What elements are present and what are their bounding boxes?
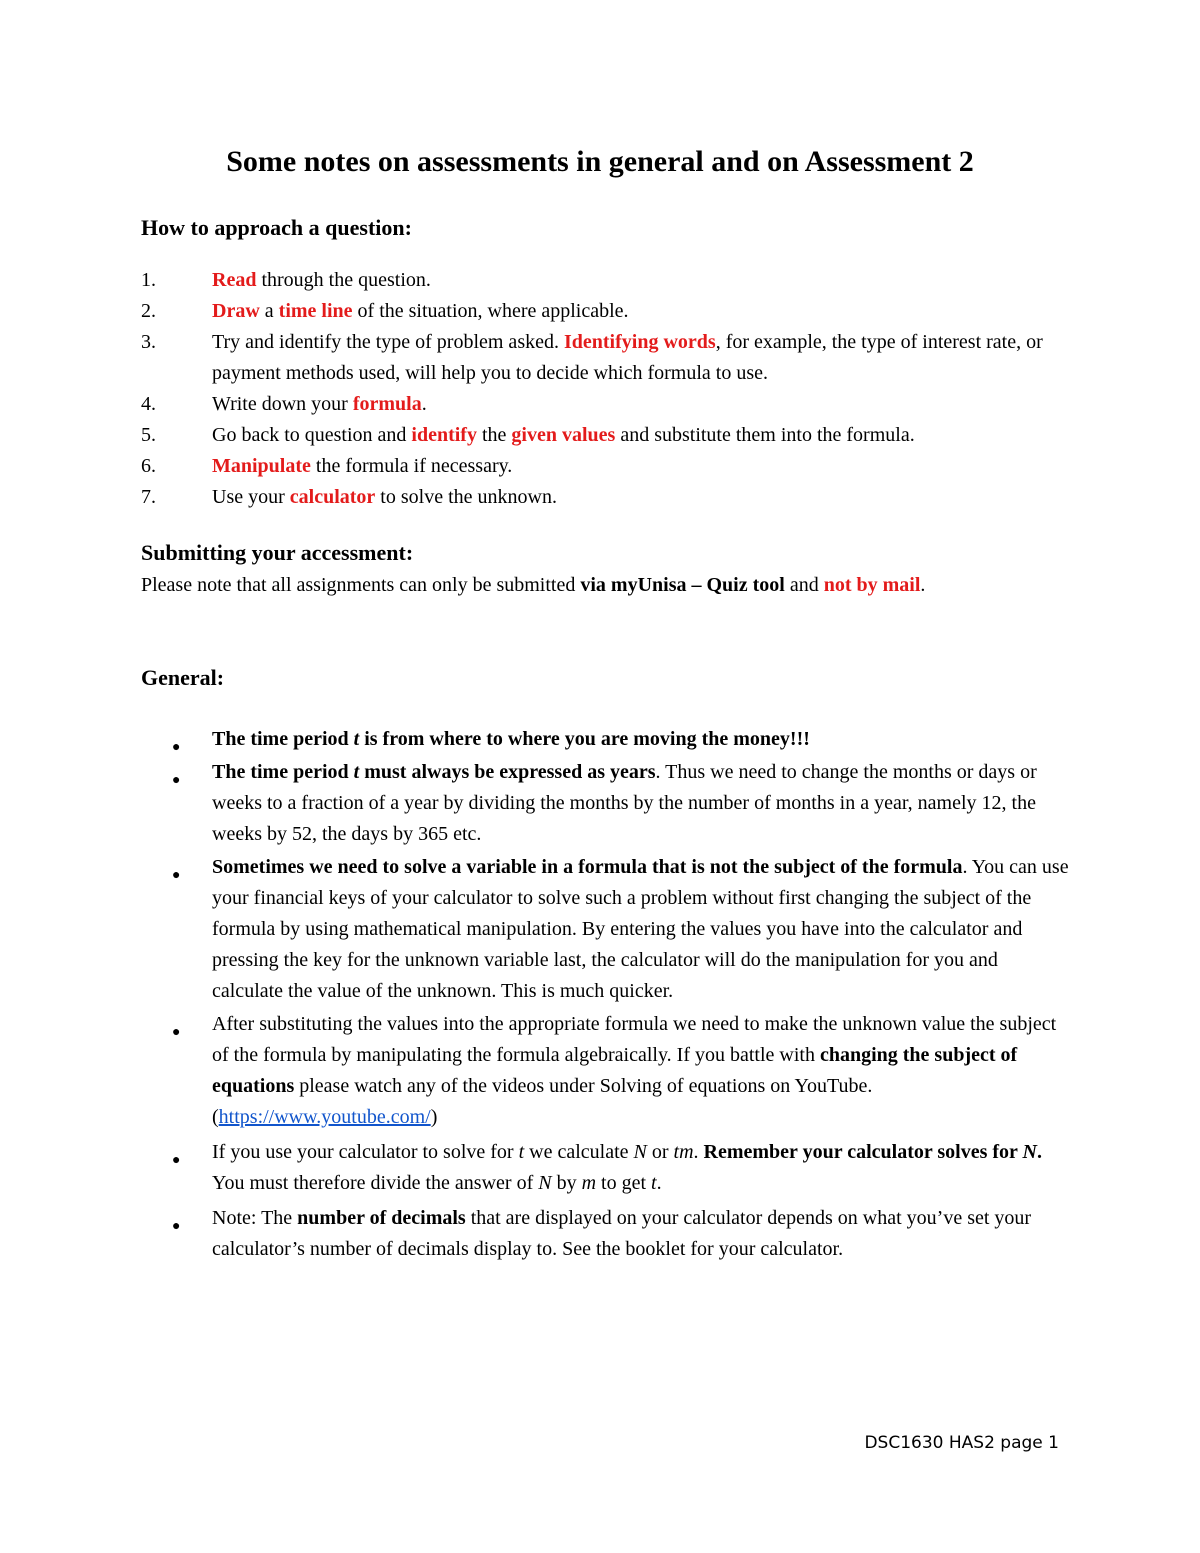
page-footer: DSC1630 HAS2 page 1 xyxy=(864,1433,1059,1453)
list-item: ● If you use your calculator to solve for t we calculate N or tm. Remember your calculator solves for N. You must therefore divide the answer of N by m to get t. xyxy=(172,1141,1042,1194)
bullet-icon: ● xyxy=(172,1153,181,1168)
list-item: ● Sometimes we need to solve a variable in a formula that is not the subject of the formula. You can use your financial keys of your calculator to solve such a problem without first changing the subject of the formula by using mathematical manipulation. By entering the values you have into the calculator and pressing the key for the unknown variable last, the calculator will do the manipulation for you and calculate the value of the unknown. This is much quicker. xyxy=(172,856,1069,1002)
list-item: 7. Use your calculator to solve the unknown. xyxy=(141,486,557,508)
list-item: ● The time period t must always be expressed as years. Thus we need to change the months or days or weeks to a fraction of a year by dividing the months by the number of months in a year, namely 12, the weeks by 52, the days by 365 etc. xyxy=(172,761,1037,845)
general-heading: General: xyxy=(141,665,225,690)
bullet-icon: ● xyxy=(172,740,181,755)
list-item: 5. Go back to question and identify the given values and substitute them into the formula. xyxy=(141,424,915,446)
page-title: Some notes on assessments in general and on Assessment 2 xyxy=(226,145,974,178)
bullet-icon: ● xyxy=(172,868,181,883)
bullet-icon: ● xyxy=(172,1219,181,1234)
youtube-link[interactable]: https://www.youtube.com/ xyxy=(218,1106,431,1128)
list-item: ● After substituting the values into the appropriate formula we need to make the unknown value the subject of the formula by manipulating the formula algebraically. If you battle with changing the subject of equations please watch any of the videos under Solving of equations on YouTube. (https://www.youtube.com/) xyxy=(172,1013,1057,1128)
list-item: ● Note: The number of decimals that are displayed on your calculator depends on what you’ve set your calculator’s number of decimals display to. See the booklet for your calculator. xyxy=(172,1207,1032,1260)
list-item: 4. Write down your formula. xyxy=(141,393,427,415)
bullet-icon: ● xyxy=(172,1025,181,1040)
list-item: 2. Draw a time line of the situation, where applicable. xyxy=(141,300,629,322)
bullet-icon: ● xyxy=(172,773,181,788)
list-item: 1. Read through the question. xyxy=(141,269,431,291)
submitting-heading: Submitting your accessment: xyxy=(141,540,414,565)
approach-heading: How to approach a question: xyxy=(141,215,412,240)
list-item: ● The time period t is from where to where you are moving the money!!! xyxy=(141,724,1071,755)
approach-list xyxy=(141,265,1071,513)
general-list xyxy=(141,724,1071,1267)
submitting-text: Please note that all assignments can only be submitted via myUnisa – Quiz tool and not by mail. xyxy=(141,574,926,596)
list-item: 3. Try and identify the type of problem asked. Identifying words, for example, the type of interest rate, or payment methods used, will help you to decide which formula to use. xyxy=(141,331,1043,384)
list-item: 6. Manipulate the formula if necessary. xyxy=(141,455,513,477)
